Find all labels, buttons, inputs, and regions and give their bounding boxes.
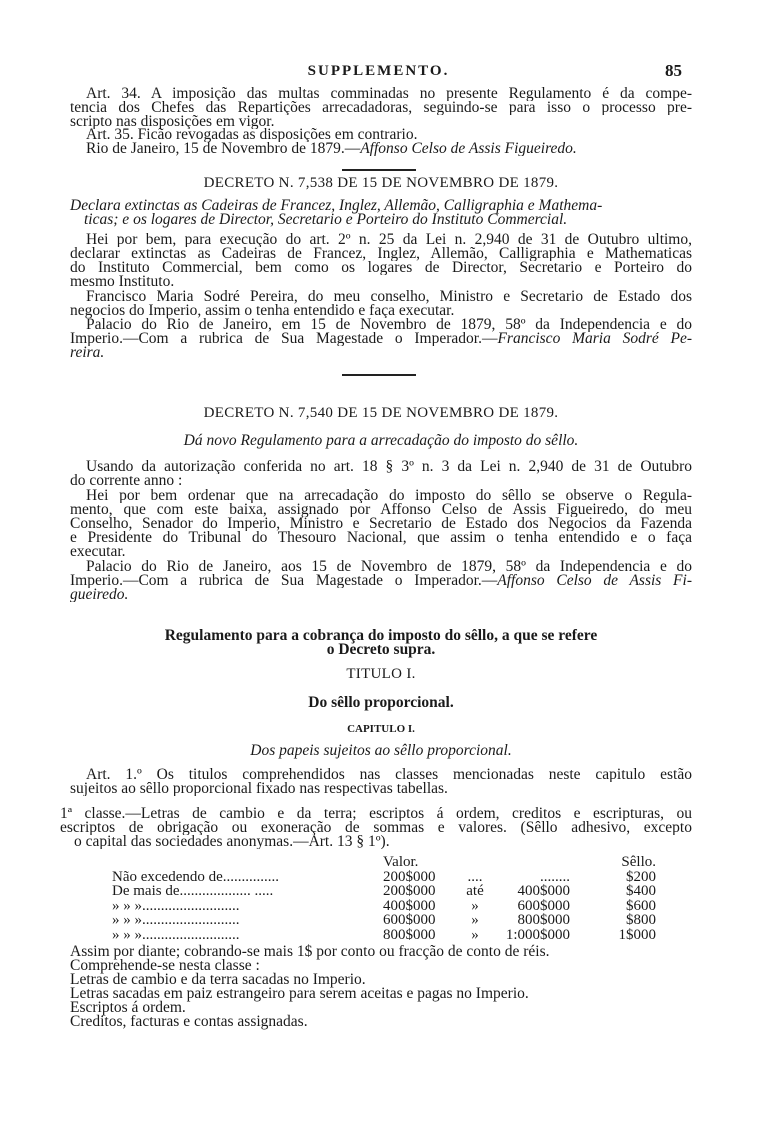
text-line: [70, 142, 692, 156]
text-line: Creditos, facturas e contas assignadas.: [70, 1013, 308, 1030]
text-line: declarar extinctas as Cadeiras de Francez, Inglez, Allemão, Calligraphia e Mathematicas: [70, 247, 692, 261]
table-row: [70, 884, 692, 899]
header-valor: Valor.: [383, 854, 419, 870]
text-line: Declara extinctas as Cadeiras de Francez, Inglez, Allemão, Calligraphia e Mathema-: [70, 197, 603, 214]
table-row: [70, 913, 692, 928]
text-line: e Presidente do Tribunal do Thesouro Nacional, que assim o tenha entendido e o faça: [70, 531, 692, 545]
text-line: Regulamento para a cobrança do imposto do sêllo, a que se refere: [164, 627, 598, 644]
cell-label: De mais de................... .....: [112, 884, 274, 899]
text-line: sujeitos ao sêllo proporcional fixado nas respectivas tabellas.: [70, 782, 448, 796]
cell-sep: »: [471, 926, 479, 943]
text-run: Imperio.—Com a rubrica de Sua Magestade o Imperador.—: [70, 332, 498, 346]
text-line: o Decreto supra.: [326, 641, 436, 658]
text-line: do corrente anno :: [70, 474, 183, 488]
text-line: do Instituto Commercial, bem como os logares de Director, Secretario e Porteiro do: [70, 261, 692, 275]
text-line: Escriptos á ordem.: [70, 999, 186, 1016]
text-line: CAPITULO I.: [347, 723, 415, 735]
para-block: [70, 489, 692, 559]
text-line: negocios do Imperio, assim o tenha entendido e faça executar.: [70, 304, 455, 318]
text-line: DECRETO N. 7,540 DE 15 DE NOVEMBRO DE 1879.: [203, 405, 559, 421]
classe-block: [60, 807, 692, 849]
text-line: Do sêllo proporcional.: [308, 694, 454, 711]
text-line: Francisco Maria Sodré Pereira, do meu conselho, Ministro e Secretario de Estado dos: [86, 290, 692, 304]
title-block: [70, 176, 692, 190]
header-sello: Sêllo.: [621, 854, 656, 870]
text-line: Usando da autorização conferida no art. 18 § 3º n. 3 da Lei n. 2,940 de 31 de Outubro: [86, 460, 692, 474]
cell-sep: »: [471, 912, 479, 928]
cell-label: » » »..........................: [112, 898, 240, 913]
cell-label: » » »..........................: [112, 927, 240, 942]
table-row: [70, 899, 692, 914]
text-line: [70, 346, 692, 360]
cell-sep: até: [466, 883, 484, 899]
signature: reira.: [70, 346, 105, 360]
text-line: mento, que com este baixa, assignado por Affonso Celso de Assis Figueiredo, do meu: [70, 503, 692, 517]
cell-to: 400$000: [517, 883, 570, 899]
para-block: [70, 128, 692, 142]
para-block: [70, 142, 692, 156]
cell-sello: $800: [626, 912, 656, 928]
summary-block: [70, 199, 692, 227]
cell-sello: $400: [626, 883, 656, 899]
text-line: Letras de cambio e da terra sacadas no Imperio.: [70, 971, 366, 988]
cell-sello: 1$000: [618, 926, 656, 943]
text-line: Letras sacadas em paiz estrangeiro para serem aceitas e pagas no Imperio.: [70, 985, 529, 1002]
text-line: [70, 574, 692, 588]
text-line: Hei por bem ordenar que na arrecadação do imposto do sêllo se observe o Regula-: [86, 489, 692, 503]
cell-to: 1:000$000: [505, 926, 570, 943]
cell-sep: »: [471, 897, 479, 914]
cell-sello: $600: [626, 897, 656, 914]
text-line: [70, 588, 692, 602]
cell-label: » » »..........................: [112, 913, 240, 928]
text-line: Palacio do Rio de Janeiro, em 15 de Novembro de 1879, 58º da Independencia e do: [86, 318, 692, 332]
text-line: Assim por diante; cobrando-se mais 1$ por conto ou fracção de conto de réis.: [70, 943, 550, 960]
text-line: Dos papeis sujeitos ao sêllo proporcional.: [250, 742, 512, 759]
text-line: Art. 35. Ficão revogadas as disposições em contrario.: [86, 128, 418, 142]
title-block: [70, 667, 692, 681]
signature: Affonso Celso de Assis Fi-: [497, 574, 692, 588]
text-line: ticas; e os logares de Director, Secretario e Porteiro do Instituto Commercial.: [84, 211, 568, 228]
text-line: TITULO I.: [346, 666, 416, 682]
text-line: Conselho, Senador do Imperio, Ministro e Secretario de Estado dos Negocios da Fazenda: [70, 517, 692, 531]
para-block: [70, 318, 692, 360]
text-line: Art. 1.º Os titulos comprehendidos nas classes mencionadas neste capitulo estão: [86, 768, 692, 782]
text-line: Dá novo Regulamento para a arrecadação do imposto do sêllo.: [183, 432, 579, 449]
cell-label: Não excedendo de...............: [112, 869, 280, 884]
cell-to: 800$000: [517, 912, 570, 928]
cell-sello: $200: [626, 868, 656, 885]
italic-center-block: [70, 744, 692, 758]
para-block: [70, 460, 692, 488]
para-block: [70, 233, 692, 289]
cell-from: 800$000: [383, 926, 436, 943]
text-run: Imperio.—Com a rubrica de Sua Magestade o Imperador.—: [70, 574, 498, 588]
table-row: [70, 928, 692, 943]
text-line: Hei por bem, para execução do art. 2º n. 25 da Lei n. 2,940 de 31 de Outubro ultimo,: [86, 233, 692, 247]
text-line: [70, 332, 692, 346]
cell-from: 200$000: [383, 883, 436, 899]
table-row: [70, 870, 692, 885]
para-block: [70, 560, 692, 602]
cell-sep: ....: [467, 868, 483, 885]
text-line: 1ª classe.—Letras de cambio e da terra; escriptos á ordem, creditos e escripturas, ou: [60, 807, 692, 821]
section-divider: [342, 169, 416, 171]
text-line: Art. 34. A imposição das multas comminadas no presente Regulamento é da compe-: [86, 87, 692, 101]
para-block: [70, 87, 692, 129]
bold-center-block: [70, 696, 692, 710]
cell-from: 600$000: [383, 912, 436, 928]
section-divider: [342, 374, 416, 376]
text-line: Palacio do Rio de Janeiro, aos 15 de Novembro de 1879, 58º da Independencia e do: [86, 560, 692, 574]
cell-to: 600$000: [517, 897, 570, 914]
para-block: [70, 768, 692, 796]
italic-center-block: [70, 434, 692, 448]
bold-center-block: [70, 629, 692, 657]
plain-block: [70, 945, 692, 1029]
text-run: Rio de Janeiro, 15 de Novembro de 1879.—: [86, 142, 361, 156]
text-line: DECRETO N. 7,538 DE 15 DE NOVEMBRO DE 1879.: [203, 175, 559, 191]
text-line: Comprehende-se nesta classe :: [70, 957, 260, 974]
table-header: [70, 855, 692, 870]
signature: gueiredo.: [70, 588, 129, 602]
cell-from: 400$000: [383, 897, 436, 914]
para-block: [70, 290, 692, 318]
signature: Affonso Celso de Assis Figueiredo.: [360, 142, 577, 156]
text-line: o capital das sociedades anonymas.—Art. 13 § 1º).: [74, 835, 390, 849]
text-line: tencia dos Chefes das Repartições arrecadadoras, seguindo-se para isso o processo pre-: [70, 101, 692, 115]
page-number: 85: [665, 61, 682, 80]
small-block: [70, 722, 692, 736]
stamp-duty-table: [70, 855, 692, 942]
cell-from: 200$000: [383, 868, 436, 885]
text-line: escriptos de obrigação ou exoneração de sommas e valores. (Sêllo adhesivo, excepto: [60, 821, 692, 835]
text-line: scripto nas disposições em vigor.: [70, 115, 275, 129]
text-line: mesmo Instituto.: [70, 275, 175, 289]
running-header: SUPPLEMENTO.: [307, 63, 450, 79]
text-line: executar.: [70, 545, 126, 559]
cell-to: ........: [540, 868, 570, 885]
title-block: [70, 406, 692, 420]
signature: Francisco Maria Sodré Pe-: [497, 332, 692, 346]
